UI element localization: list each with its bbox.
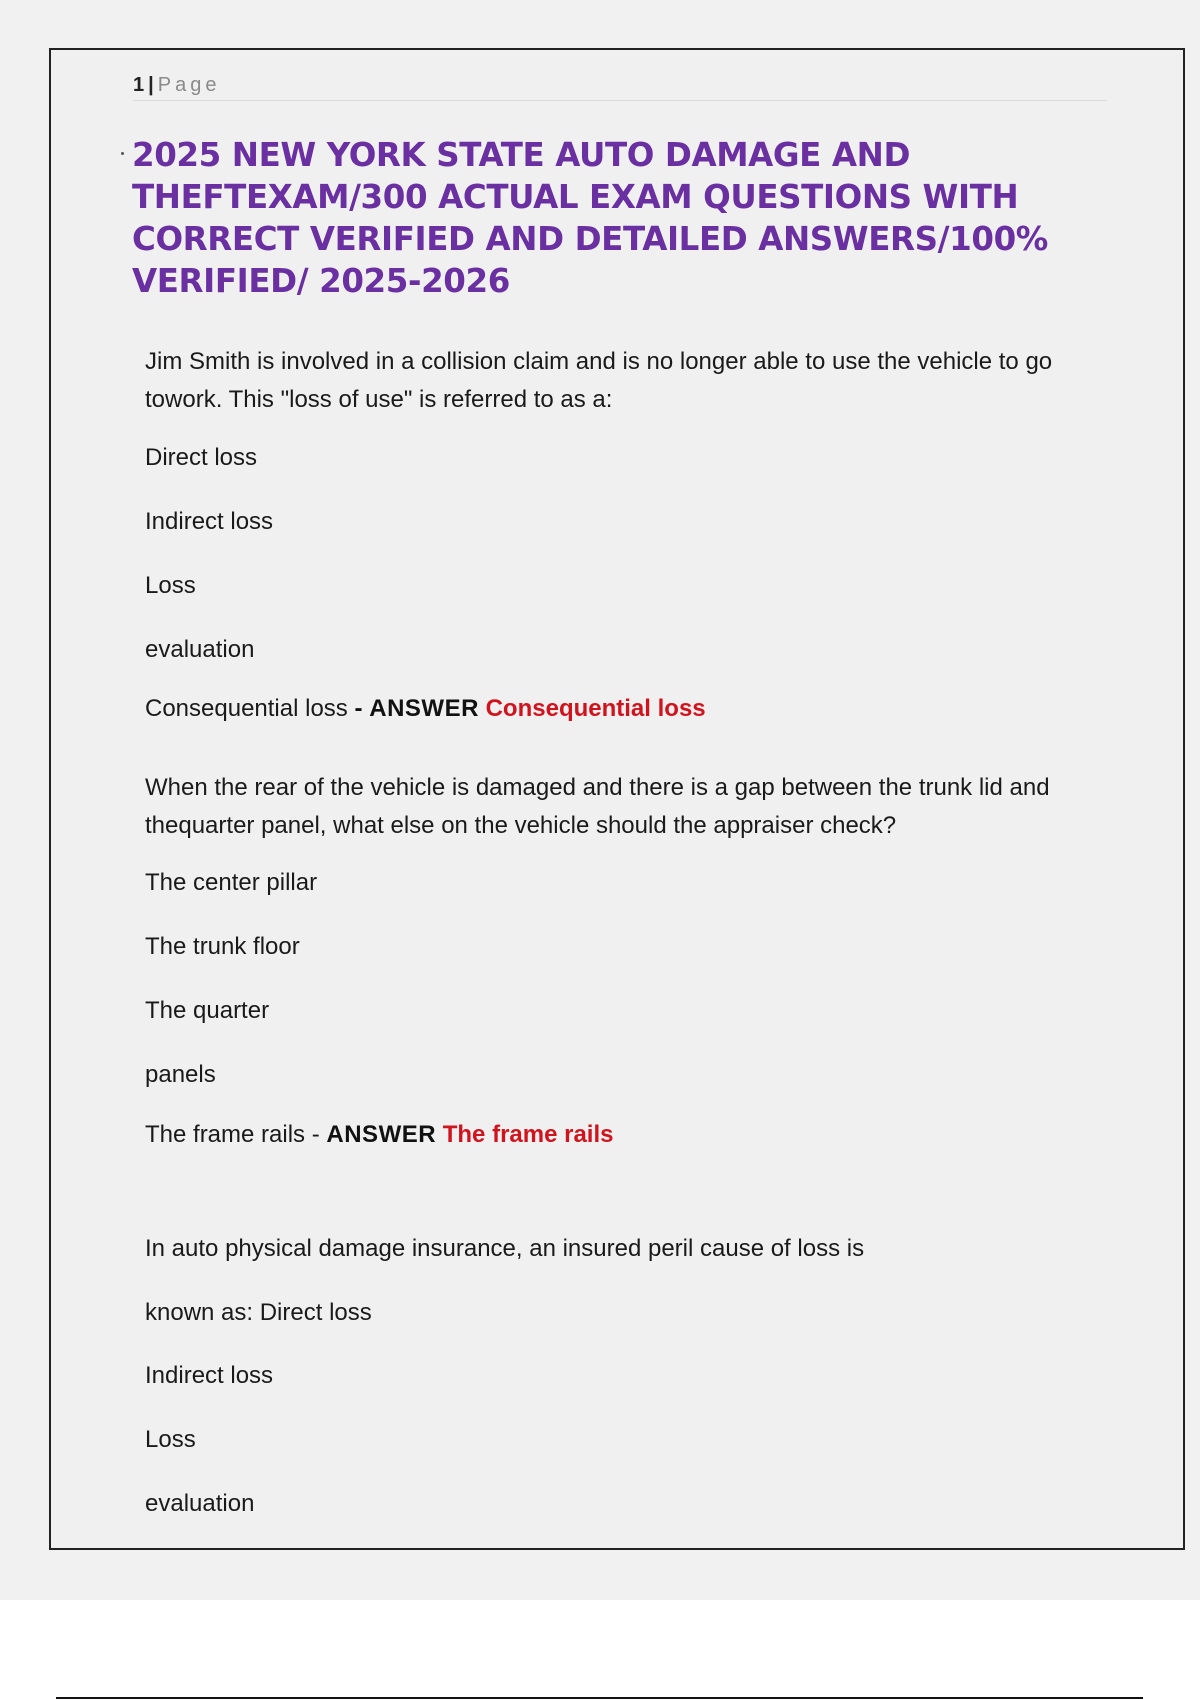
question-1-option-1: Direct loss [145, 444, 258, 471]
question-3-line-3: Loss [145, 1426, 196, 1453]
question-1-option-5: Consequential loss [145, 695, 348, 722]
footer-rule [56, 1697, 1143, 1699]
question-3-text: In auto physical damage insurance, an insured peril cause of loss is [145, 1235, 865, 1262]
answer-keyword: ANSWER [326, 1121, 437, 1148]
question-2-answer-line: The frame rails - ANSWER The frame rails [145, 1121, 614, 1148]
question-2-option-2: The trunk floor [145, 933, 300, 960]
document-title: 2025 NEW YORK STATE AUTO DAMAGE AND THEFTEXAM/300 ACTUAL EXAM QUESTIONS WITH CORRECT VERIFIED AND DETAILED ANSWERS/100% VERIFIED/ 2025-2026 [132, 136, 1048, 300]
page-header [133, 74, 1107, 101]
question-1-option-3: Loss [145, 572, 196, 599]
question-2-answer: The frame rails [442, 1121, 614, 1148]
question-1-answer-line: Consequential loss - ANSWER Consequential loss [145, 695, 706, 722]
question-2-option-4: panels [145, 1061, 216, 1088]
question-1-option-2: Indirect loss [145, 508, 274, 535]
question-2-option-5: The frame rails [145, 1121, 306, 1148]
page-frame [49, 48, 1185, 1550]
question-3-line-1: known as: Direct loss [145, 1299, 372, 1326]
question-3-line-2: Indirect loss [145, 1362, 274, 1389]
question-1-answer: Consequential loss [485, 695, 706, 722]
title-bullet-dot [121, 152, 124, 155]
question-1-option-4: evaluation [145, 636, 255, 663]
question-2-text: When the rear of the vehicle is damaged and there is a gap between the trunk lid and thequarter panel, what else on the vehicle should the appraiser check? [145, 774, 1050, 839]
question-2-option-1: The center pillar [145, 869, 318, 896]
question-2-option-3: The quarter [145, 997, 270, 1024]
page-number: 1 [133, 74, 145, 96]
page-separator: | [148, 74, 154, 96]
page-label: Page [157, 74, 221, 96]
question-3-line-4: evaluation [145, 1490, 255, 1517]
question-1-text: Jim Smith is involved in a collision claim and is no longer able to use the vehicle to go towork. This "loss of use" is referred to as a: [145, 348, 1053, 413]
answer-keyword: ANSWER [369, 695, 479, 722]
